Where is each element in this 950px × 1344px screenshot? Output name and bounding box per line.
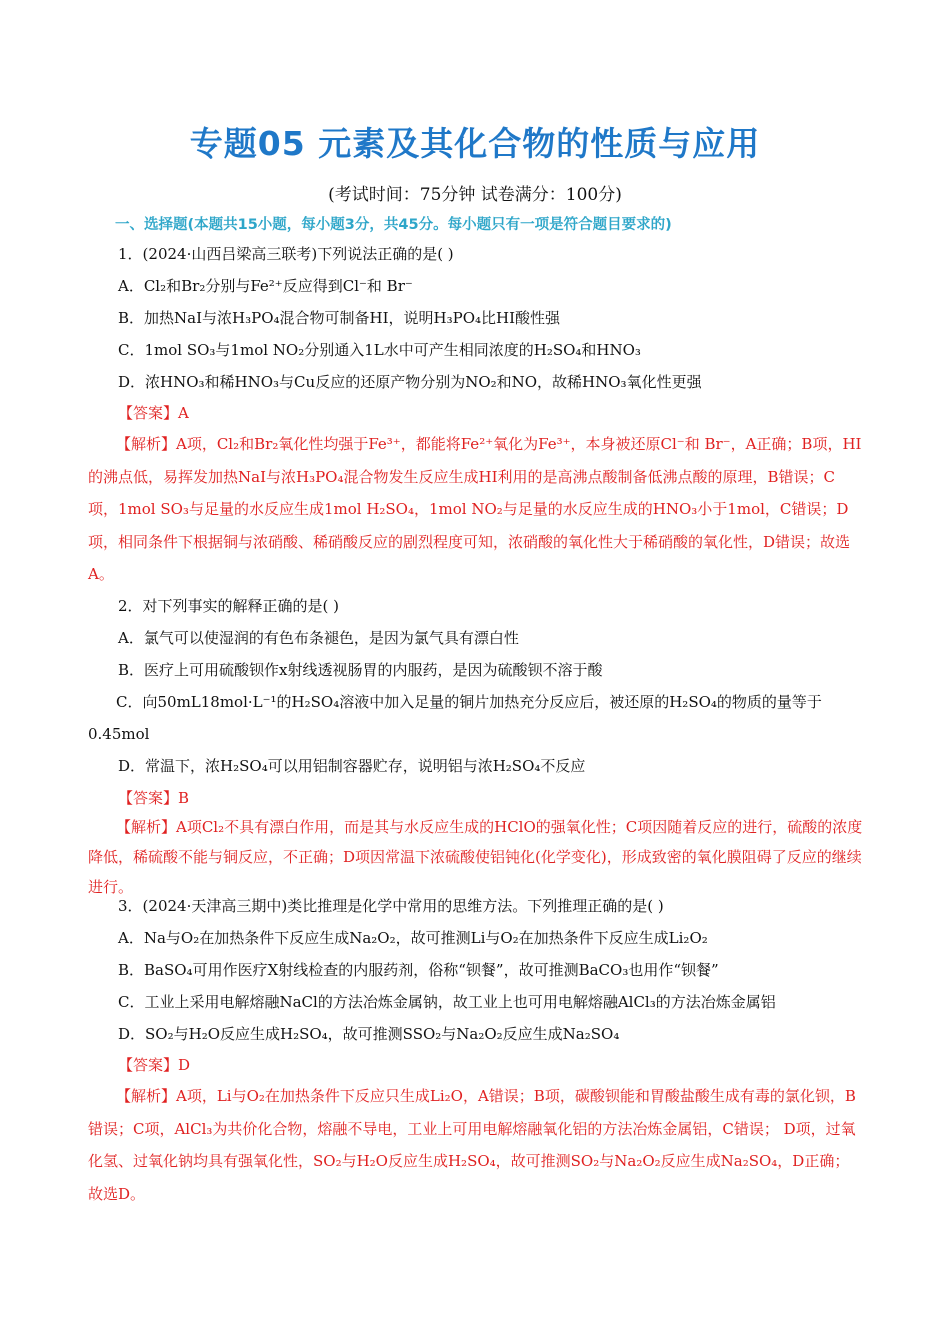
- question-3-option-b: B．BaSO₄可用作医疗X射线检查的内服药剂，俗称“钡餐”，故可推测BaCO₃也用作“钡餐”: [118, 961, 719, 979]
- section-heading: 一、选择题(本题共15小题，每小题3分，共45分。每小题只有一项是符合题目要求的): [115, 217, 672, 233]
- question-2-answer: 【答案】B: [118, 789, 190, 807]
- question-2-option-d: D．常温下，浓H₂SO₄可以用铝制容器贮存，说明铝与浓H₂SO₄不反应: [118, 757, 586, 775]
- question-1-answer: 【答案】A: [118, 404, 189, 422]
- question-1-option-a: A．Cl₂和Br₂分别与Fe²⁺反应得到Cl⁻和 Br⁻: [118, 277, 413, 295]
- question-3-stem: 3．(2024·天津高三期中)类比推理是化学中常用的思维方法。下列推理正确的是( ): [118, 897, 664, 915]
- question-1-option-c: C．1mol SO₃与1mol NO₂分别通入1L水中可产生相同浓度的H₂SO₄和HNO₃: [118, 341, 641, 359]
- page-title: 专题05 元素及其化合物的性质与应用: [189, 124, 761, 163]
- exam-info: (考试时间：75分钟 试卷满分：100分): [328, 185, 622, 205]
- question-3-option-a: A．Na与O₂在加热条件下反应生成Na₂O₂，故可推测Li与O₂在加热条件下反应生成Li₂O₂: [118, 929, 708, 947]
- question-3-analysis: 【解析】A项，Li与O₂在加热条件下反应只生成Li₂O，A错误；B项，碳酸钡能和胃酸盐酸生成有毒的氯化钡，B错误；C项，AlCl₃为共价化合物，熔融不导电，工业上可用电解熔融氧化铝的方法冶炼金属铝，C错误； D项，过氧化氢、过氧化钠均具有强氧化性，SO₂与H₂O反应生成H₂SO₄，故可推测SO₂与Na₂O₂反应生成Na₂SO₄，D正确；故选D。: [88, 1087, 856, 1203]
- question-3-option-c: C．工业上采用电解熔融NaCl的方法冶炼金属钠，故工业上也可用电解熔融AlCl₃的方法冶炼金属铝: [118, 993, 776, 1011]
- question-1-option-b: B．加热NaI与浓H₃PO₄混合物可制备HI，说明H₃PO₄比HI酸性强: [118, 309, 561, 327]
- question-2-option-a: A．氯气可以使湿润的有色布条褪色，是因为氯气具有漂白性: [118, 629, 519, 647]
- question-2-option-b: B．医疗上可用硫酸钡作x射线透视肠胃的内服药，是因为硫酸钡不溶于酸: [118, 661, 603, 679]
- question-1-option-d: D．浓HNO₃和稀HNO₃与Cu反应的还原产物分别为NO₂和NO，故稀HNO₃氧化性更强: [118, 373, 702, 391]
- question-2-stem: 2．对下列事实的解释正确的是( ): [118, 597, 340, 615]
- question-1-stem: 1．(2024·山西吕梁高三联考)下列说法正确的是( ): [118, 245, 454, 263]
- question-2-analysis: 【解析】A项Cl₂不具有漂白作用，而是其与水反应生成的HClO的强氧化性；C项因随着反应的进行，硫酸的浓度降低，稀硫酸不能与铜反应，不正确；D项因常温下浓硫酸使铝钝化(化学变化)，形成致密的氧化膜阻碍了反应的继续进行。: [88, 818, 863, 896]
- question-2-option-c: C．向50mL18mol·L⁻¹的H₂SO₄溶液中加入足量的铜片加热充分反应后，被还原的H₂SO₄的物质的量等于0.45mol: [88, 693, 822, 743]
- question-3-answer: 【答案】D: [118, 1056, 191, 1074]
- question-1-analysis: 【解析】A项，Cl₂和Br₂氧化性均强于Fe³⁺，都能将Fe²⁺氧化为Fe³⁺，本身被还原Cl⁻和 Br⁻，A正确；B项，HI的沸点低，易挥发加热NaI与浓H₃PO₄混合物发生反应生成HI利用的是高沸点酸制备低沸点酸的原理，B错误；C项，1mol SO₃与足量的水反应生成1mol H₂SO₄，1mol NO₂与足量的水反应生成的HNO₃小于1mol，C错误；D项，相同条件下根据铜与浓硝酸、稀硝酸反应的剧烈程度可知，浓硝酸的氧化性大于稀硝酸的氧化性，D错误；故选A。: [88, 435, 862, 583]
- question-3-option-d: D．SO₂与H₂O反应生成H₂SO₄，故可推测SSO₂与Na₂O₂反应生成Na₂SO₄: [118, 1025, 620, 1043]
